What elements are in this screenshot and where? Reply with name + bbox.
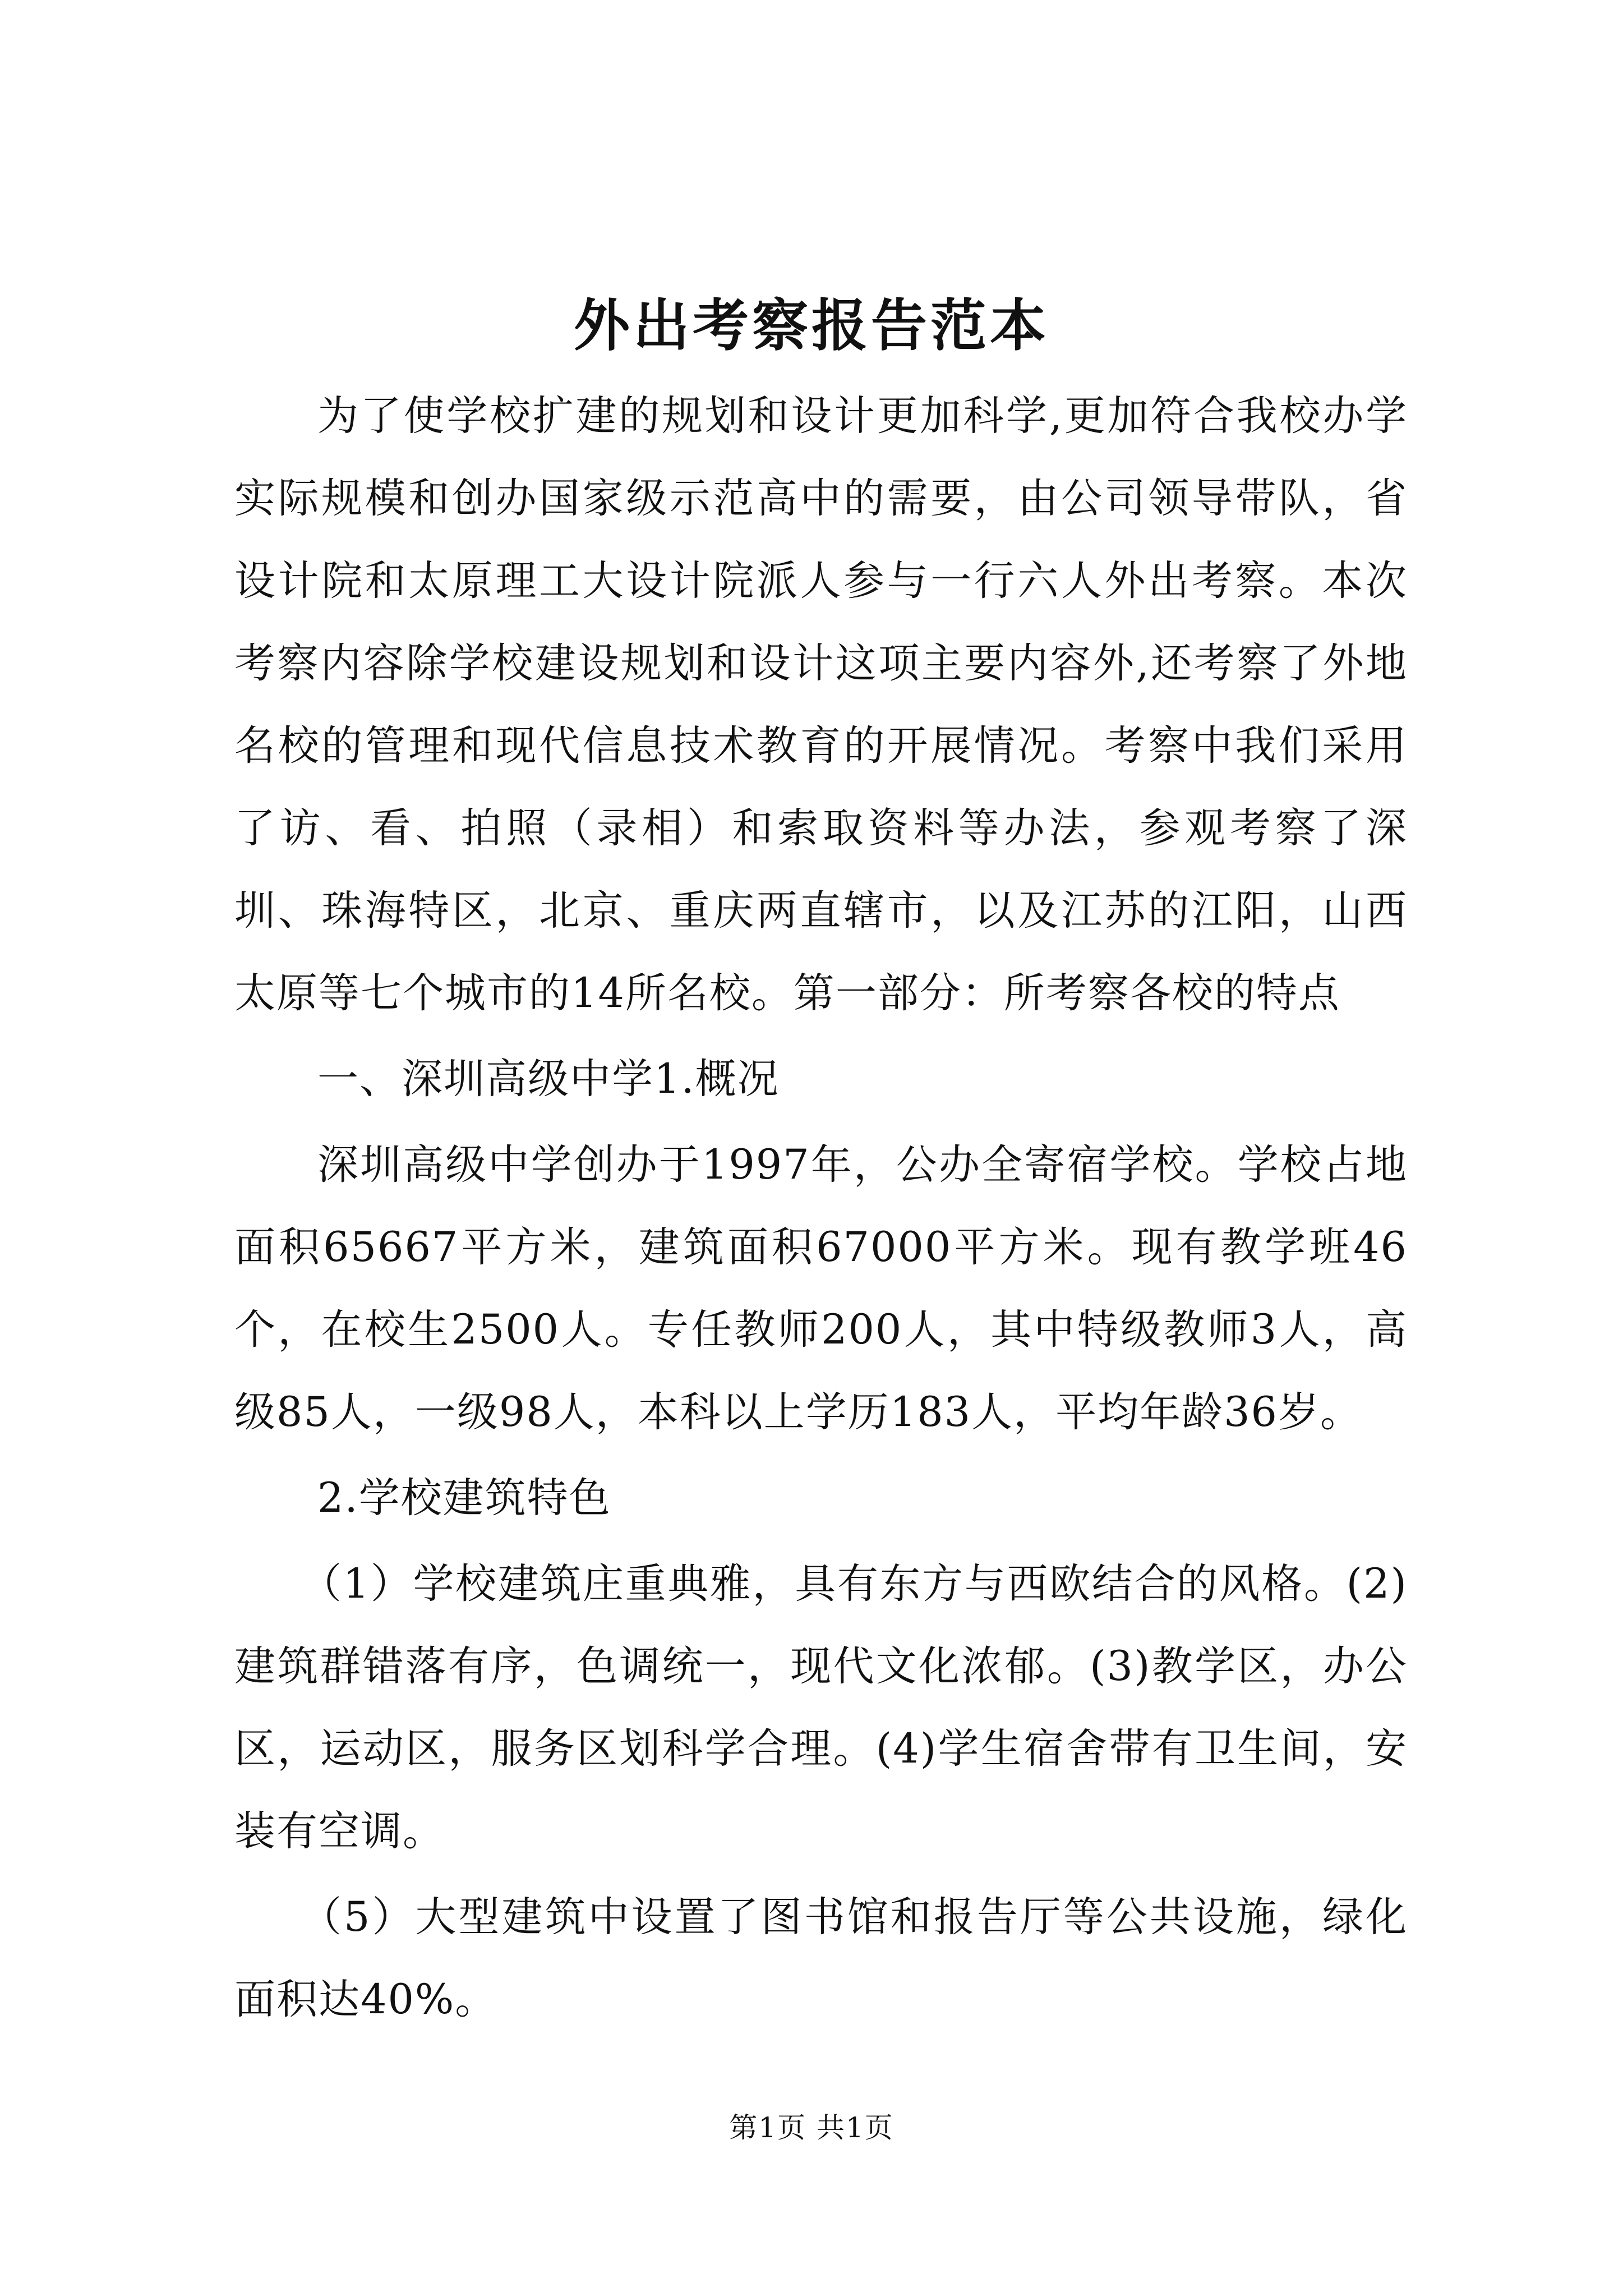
paragraph-section-heading: 一、深圳高级中学1.概况 <box>317 1055 780 1103</box>
paragraph-building-features: （1）学校建筑庄重典雅，具有东方与西欧结合的风格。(2)建筑群错落有序，色调统一，现代文化浓郁。(3)教学区，办公区，运动区，服务区划科学合理。(4)学生宿舍带有卫生间，安装有空调。 <box>234 1560 1408 1855</box>
paragraph-subheading: 2.学校建筑特色 <box>317 1474 611 1522</box>
paragraph-overview: 深圳高级中学创办于1997年，公办全寄宿学校。学校占地面积65667平方米，建筑面积67000平方米。现有教学班46个，在校生2500人。专任教师200人，其中特级教师3人，高级85人，一级98人，本科以上学历183人，平均年龄36岁。 <box>234 1141 1408 1436</box>
document-title: 外出考察报告范本 <box>574 292 1049 358</box>
document-body <box>234 375 1408 2041</box>
paragraph-intro: 为了使学校扩建的规划和设计更加科学,更加符合我校办学实际规模和创办国家级示范高中的需要，由公司领导带队，省设计院和太原理工大设计院派人参与一行六人外出考察。本次考察内容除学校建设规划和设计这项主要内容外,还考察了外地名校的管理和现代信息技术教育的开展情况。考察中我们采用了访、看、拍照（录相）和索取资料等办法，参观考察了深圳、珠海特区，北京、重庆两直辖市，以及江苏的江阳，山西太原等七个城市的14所名校。第一部分：所考察各校的特点 <box>234 392 1408 1017</box>
page-footer: 第1页 共1页 <box>729 2111 894 2144</box>
paragraph-facilities: （5）大型建筑中设置了图书馆和报告厅等公共设施，绿化面积达40%。 <box>234 1893 1408 2023</box>
